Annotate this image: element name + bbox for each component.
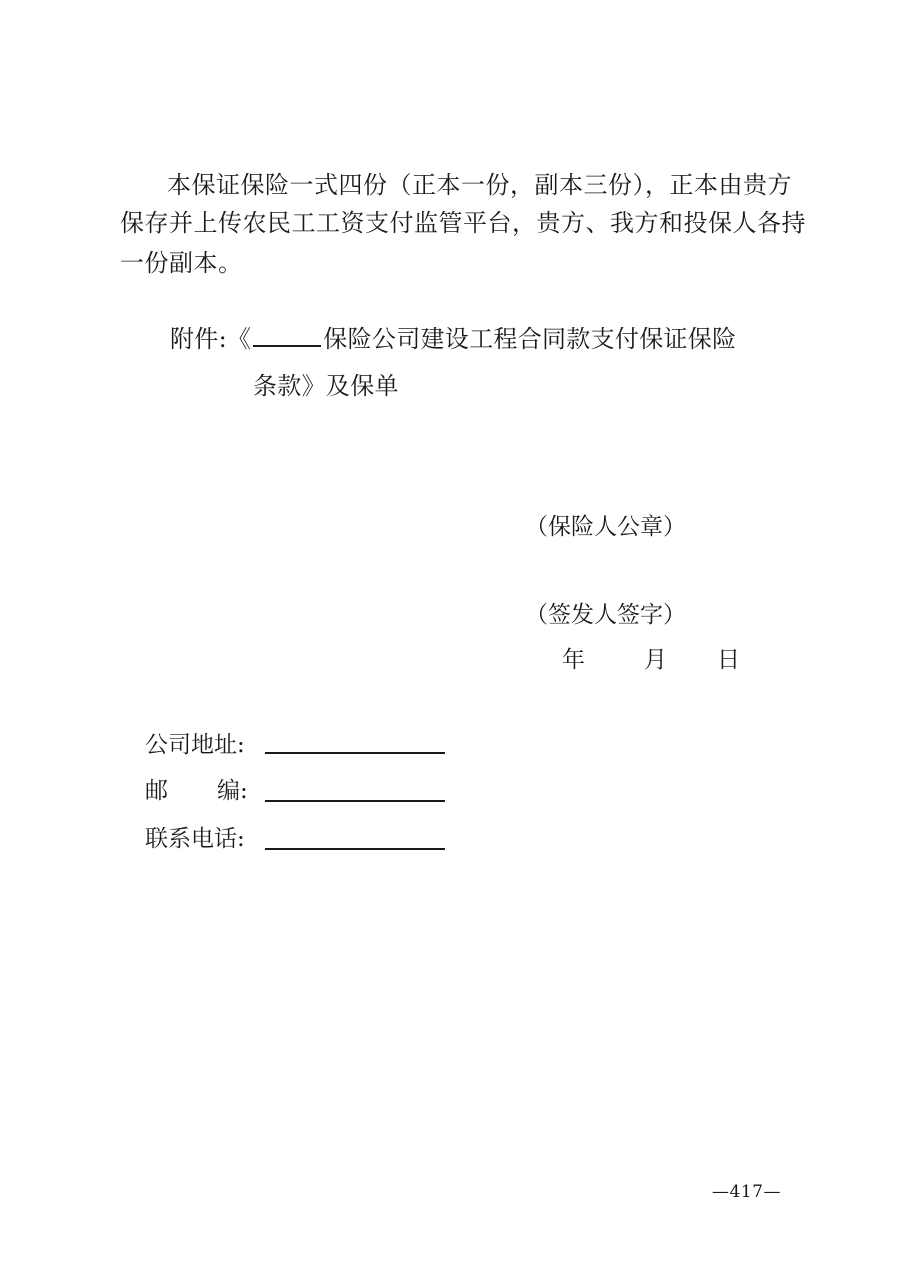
address-label: 公司地址: [145, 732, 245, 758]
phone-field[interactable] [265, 848, 445, 850]
paragraph-line-2: 保存并上传农民工工资支付监管平台，贵方、我方和投保人各持 [120, 209, 806, 237]
postcode-label-part2: 编: [217, 778, 248, 804]
attachment-blank [253, 344, 321, 347]
attachment-prefix: 附件:《 [170, 325, 252, 353]
date-year: 年 [562, 647, 585, 673]
postcode-label-part1: 邮 [145, 778, 168, 804]
address-field[interactable] [265, 752, 445, 754]
phone-label: 联系电话: [145, 826, 245, 852]
paragraph-line-3: 一份副本。 [120, 249, 243, 277]
date-day: 日 [717, 647, 740, 673]
paragraph-line-1: 本保证保险一式四份（正本一份，副本三份），正本由贵方 [167, 171, 792, 199]
issuer-sign-label: （签发人签字） [525, 602, 686, 628]
insurer-seal-label: （保险人公章） [525, 514, 686, 540]
postcode-field[interactable] [265, 800, 445, 802]
attachment-line-2: 条款》及保单 [253, 372, 399, 400]
date-month: 月 [644, 647, 667, 673]
attachment-title: 保险公司建设工程合同款支付保证保险 [323, 325, 737, 353]
page-number: —417— [712, 1182, 781, 1202]
attachment-line-1 [170, 327, 736, 351]
